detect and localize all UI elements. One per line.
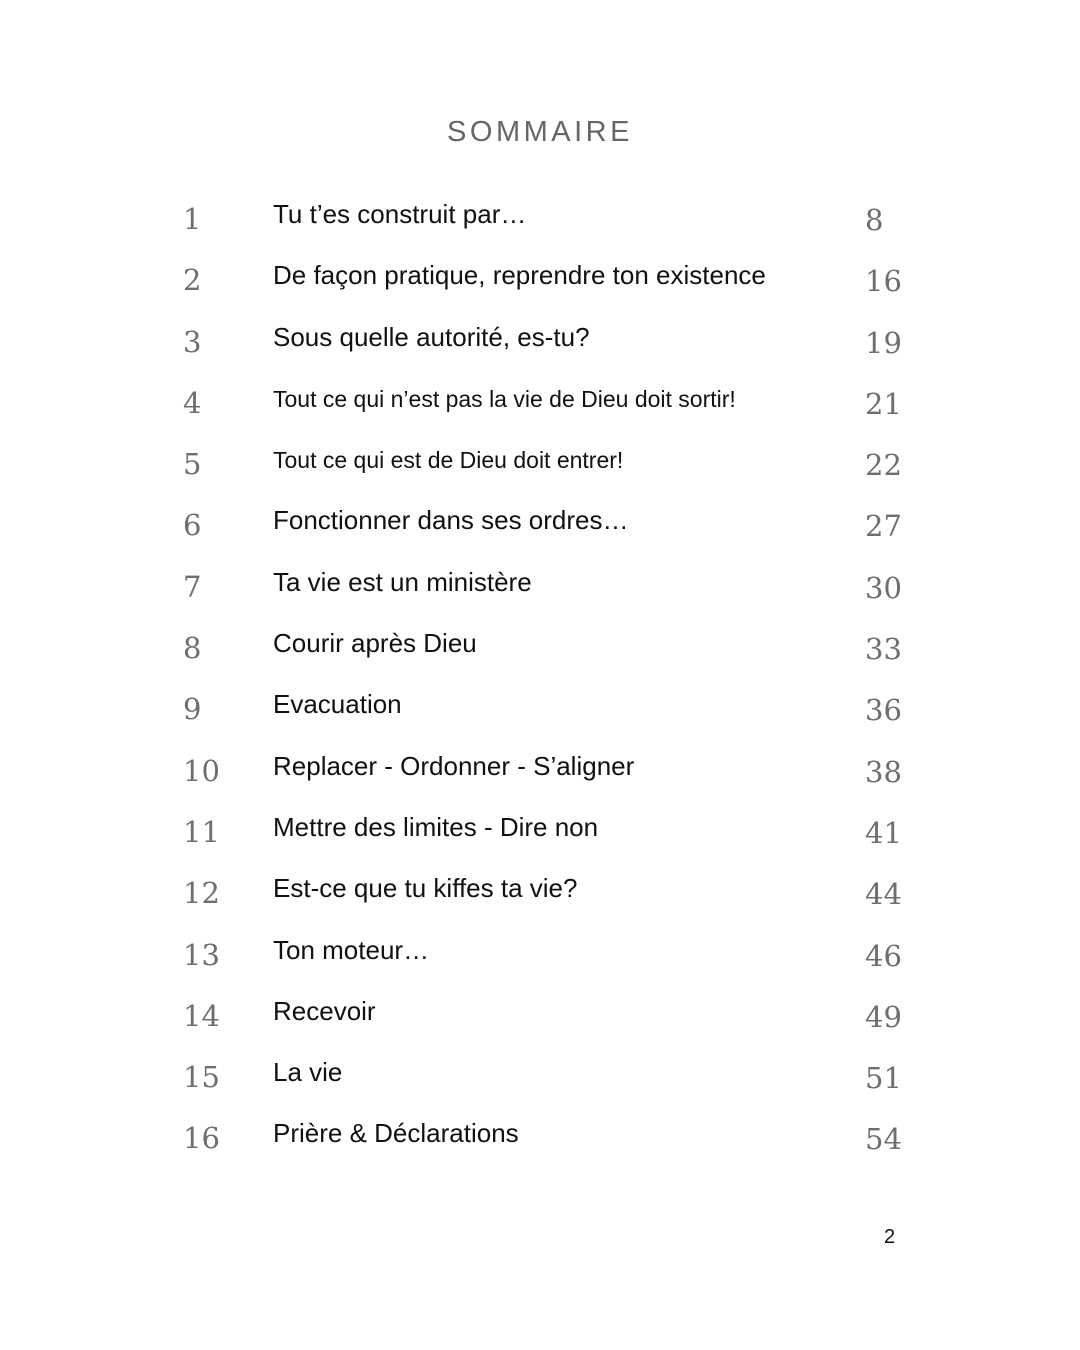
chapter-title: Tu t’es construit par…: [273, 199, 527, 229]
toc-entry: [0, 930, 1080, 991]
chapter-number: 5: [183, 447, 202, 482]
chapter-number: 8: [183, 631, 202, 666]
chapter-page: 49: [865, 999, 902, 1034]
page-number: 2: [884, 1226, 896, 1248]
chapter-page: 19: [865, 325, 902, 360]
toc-entry: [0, 807, 1080, 868]
chapter-number: 15: [183, 1060, 220, 1095]
toc-entry: [0, 746, 1080, 807]
chapter-title: Ta vie est un ministère: [273, 566, 532, 597]
chapter-number: 7: [183, 569, 202, 604]
toc-entry: [0, 868, 1080, 929]
chapter-page: 27: [865, 509, 902, 544]
chapter-title: La vie: [273, 1057, 343, 1088]
toc-entry: [0, 317, 1080, 378]
chapter-number: 9: [183, 692, 202, 727]
chapter-page: 22: [865, 448, 902, 483]
chapter-title: Courir après Dieu: [273, 628, 477, 659]
toc-entry: [0, 623, 1080, 684]
chapter-number: 16: [183, 1121, 220, 1156]
toc-entry: [0, 562, 1080, 623]
chapter-title: Est-ce que tu kiffes ta vie?: [273, 873, 578, 904]
chapter-title: Tout ce qui est de Dieu doit entrer!: [273, 447, 624, 474]
chapter-number: 3: [183, 324, 202, 359]
toc-entry: [0, 1052, 1080, 1113]
chapter-title: Fonctionner dans ses ordres…: [273, 505, 629, 536]
chapter-title: Mettre des limites - Dire non: [273, 811, 599, 842]
chapter-page: 46: [865, 938, 902, 973]
toc-entry: [0, 500, 1080, 561]
chapter-number: 13: [183, 937, 220, 972]
chapter-title: Prière & Déclarations: [273, 1118, 519, 1149]
chapter-title: Tout ce qui n’est pas la vie de Dieu doit sortir!: [273, 385, 736, 412]
chapter-title: Recevoir: [273, 995, 376, 1026]
chapter-page: 38: [865, 754, 902, 789]
chapter-number: 4: [183, 385, 202, 420]
chapter-page: 44: [865, 877, 902, 912]
toc-entry: [0, 378, 1080, 439]
chapter-page: 36: [865, 693, 902, 728]
chapter-page: 54: [865, 1122, 902, 1157]
chapter-page: 30: [865, 570, 902, 605]
chapter-page: 8: [865, 203, 884, 237]
chapter-page: 33: [865, 632, 902, 667]
chapter-page: 16: [865, 264, 902, 299]
toc-entry: [0, 684, 1080, 745]
chapter-title: Sous quelle autorité, es-tu?: [273, 321, 590, 352]
chapter-page: 51: [865, 1061, 902, 1096]
toc-entry: [0, 255, 1080, 316]
chapter-page: 41: [865, 815, 902, 850]
chapter-number: 11: [183, 814, 220, 849]
toc-entry: [0, 439, 1080, 500]
page-title: SOMMAIRE: [447, 116, 633, 148]
chapter-number: 2: [183, 263, 202, 298]
chapter-number: 6: [183, 508, 202, 543]
table-of-contents: [0, 194, 1080, 1175]
chapter-title: De façon pratique, reprendre ton existence: [273, 260, 766, 291]
chapter-title: Ton moteur…: [273, 934, 430, 965]
toc-entry: [0, 1113, 1080, 1174]
toc-entry: [0, 991, 1080, 1052]
chapter-number: 14: [183, 998, 220, 1033]
chapter-number: 10: [183, 753, 220, 788]
chapter-title: Replacer - Ordonner - S’aligner: [273, 750, 635, 781]
chapter-title: Evacuation: [273, 689, 402, 720]
toc-entry: [0, 194, 1080, 255]
chapter-page: 21: [865, 386, 902, 421]
chapter-number: 1: [183, 202, 202, 236]
chapter-number: 12: [183, 876, 220, 911]
